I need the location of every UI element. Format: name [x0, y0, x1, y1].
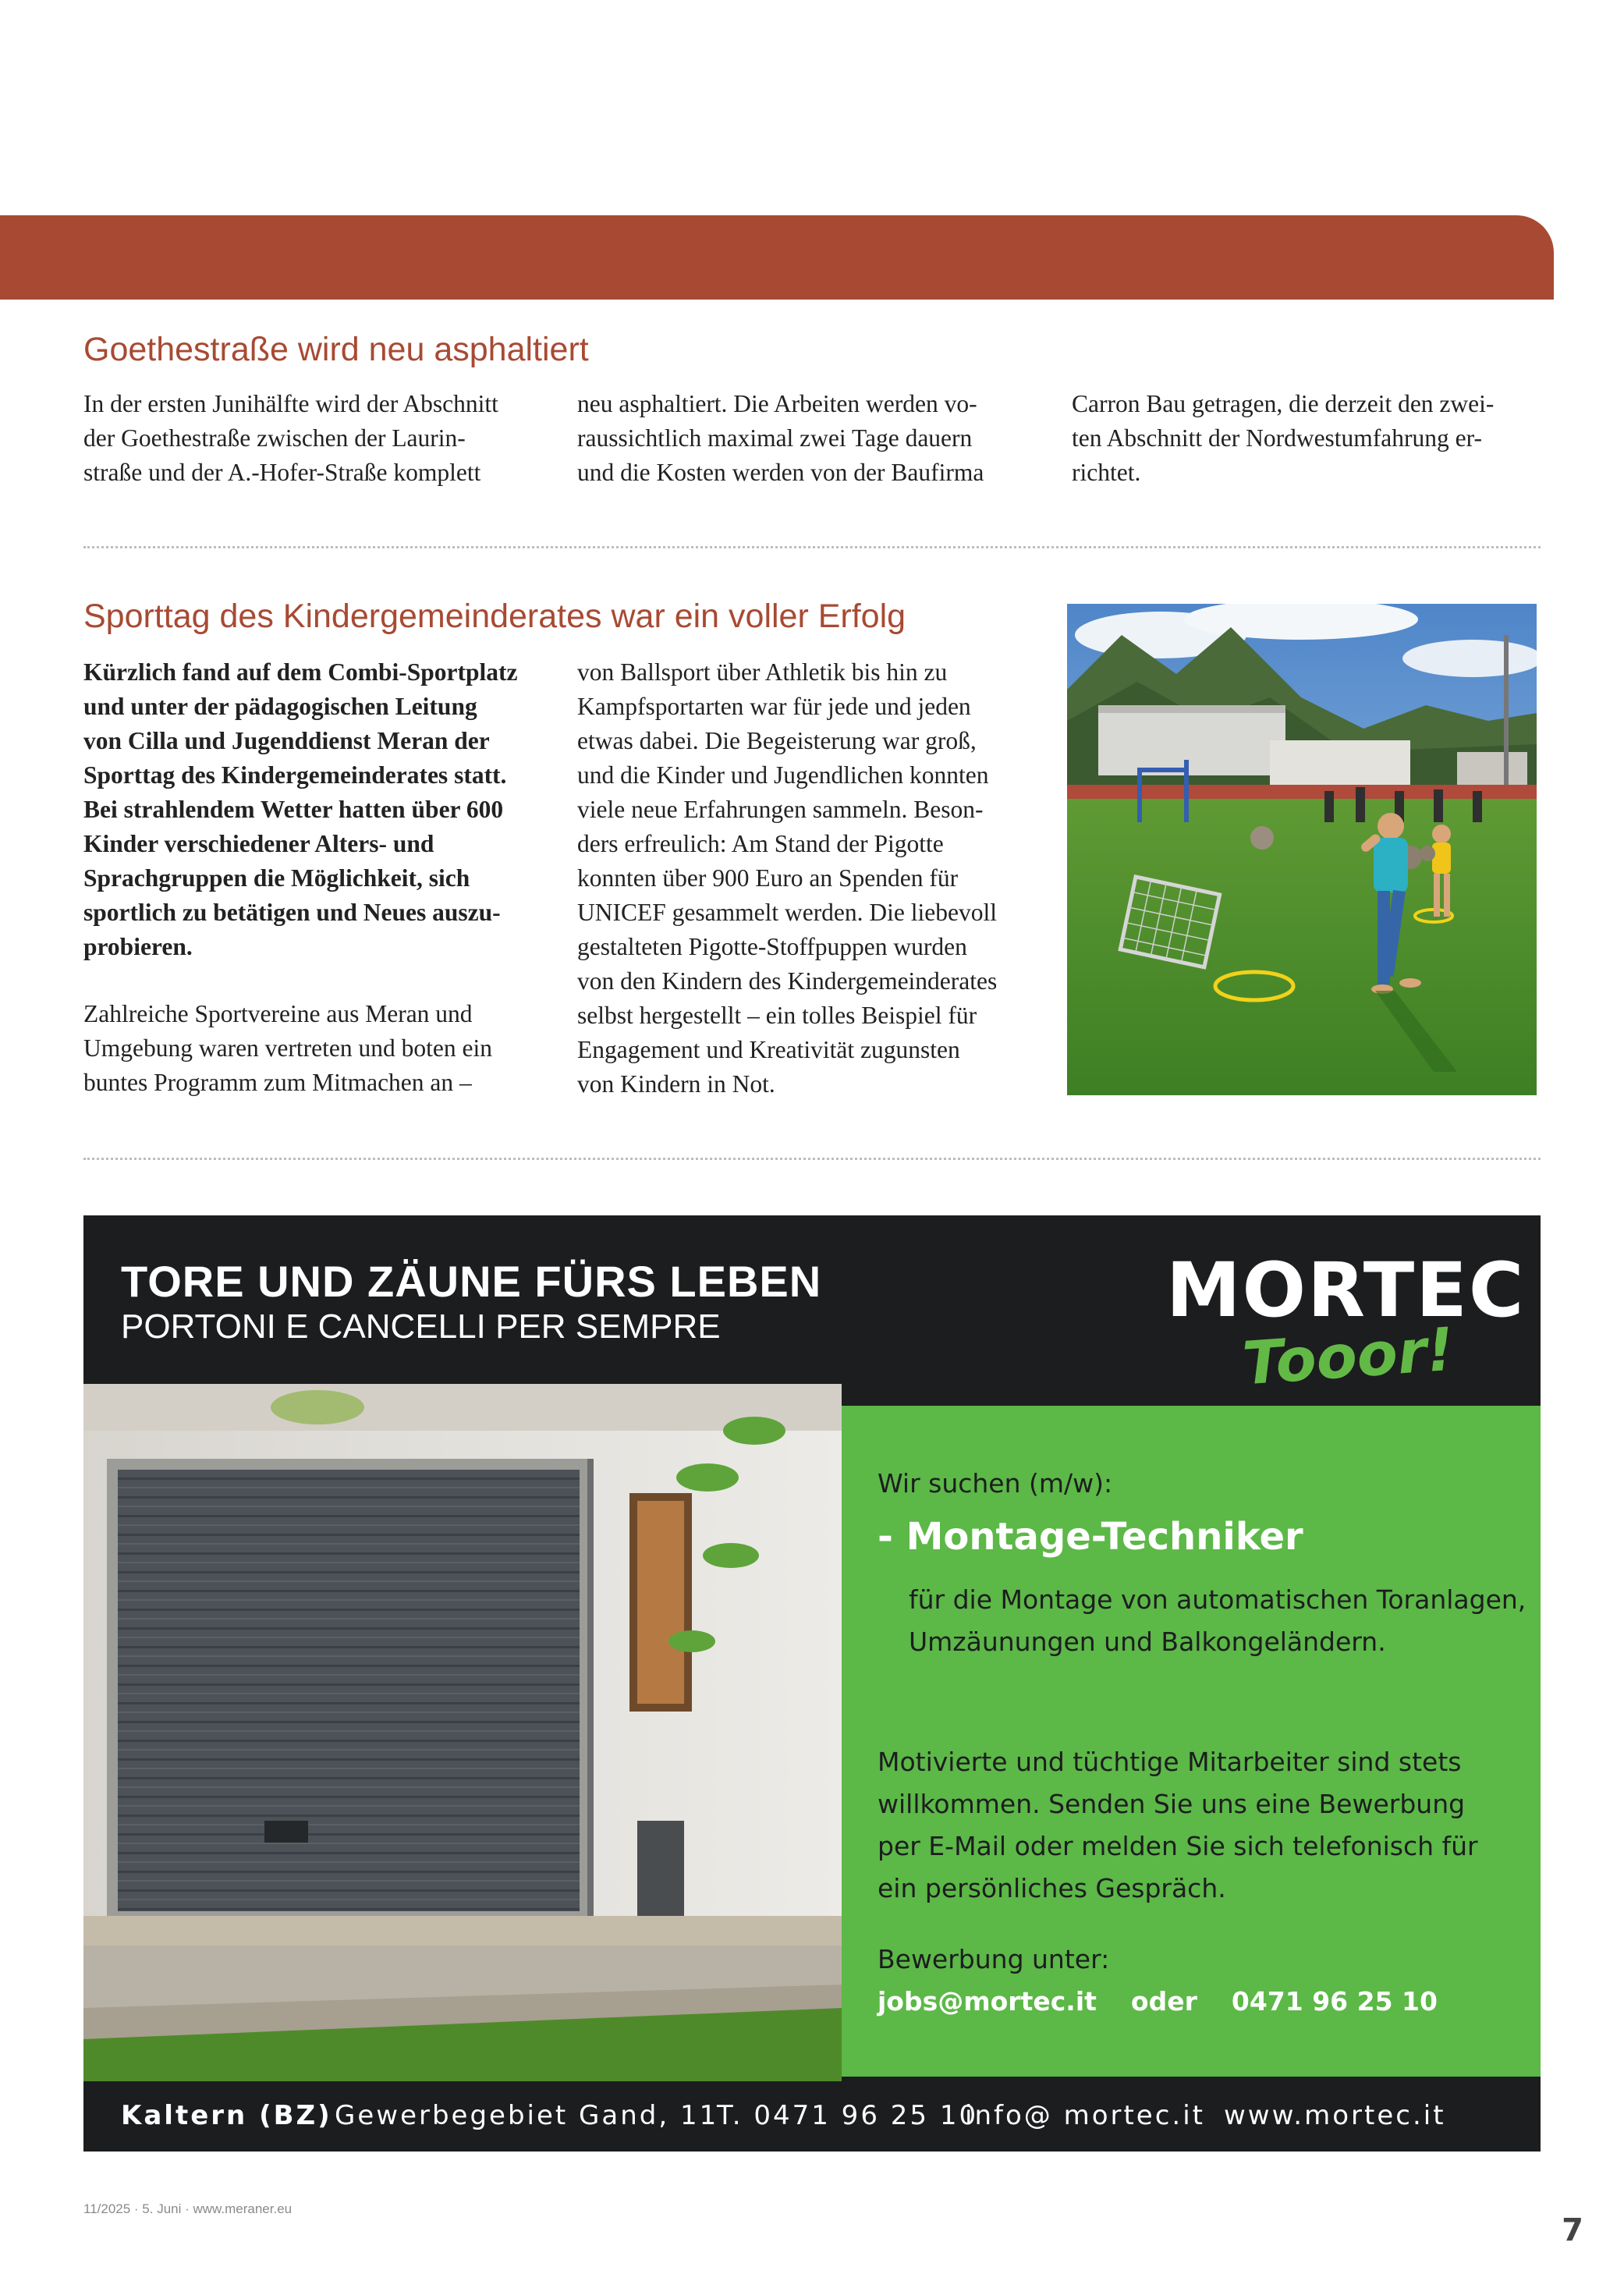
article1-column-1: In der ersten Junihälfte wird der Abschnitt der Goethestraße zwischen der Laurin- straße und der A.-Hofer-Straße komplett [83, 390, 498, 486]
ad-footer-location: Kaltern (BZ) [121, 2100, 332, 2131]
ad-footer-address: Gewerbegebiet Gand, 11 [335, 2100, 719, 2131]
ad-headline: TORE UND ZÄUNE FÜRS LEBEN [121, 1257, 822, 1306]
section-divider [83, 546, 1541, 548]
article2-column-1-body: Zahlreiche Sportvereine aus Meran und Umgebung waren vertreten und boten ein buntes Programm zum Mitmachen an – [83, 1000, 492, 1096]
ad-contact-bar [83, 2083, 1541, 2152]
job-role-description: für die Montage von automatischen Toranlagen, Umzäunungen und Balkongeländern. [909, 1584, 1526, 1657]
apply-email-link[interactable]: jobs@mortec.it [878, 1986, 1097, 2017]
section-divider [83, 1158, 1541, 1160]
job-paragraph: Motivierte und tüchtige Mitarbeiter sind stets willkommen. Senden Sie uns eine Bewerbung per E-Mail oder melden Sie sich telefonisch für ein persönliches Gespräch. [878, 1747, 1478, 1903]
header-band [0, 215, 1554, 300]
ad-footer-phone[interactable]: T. 0471 96 25 10 [717, 2100, 979, 2131]
sports-day-photo [1067, 604, 1537, 1095]
article-title-goethestrasse: Goethestraße wird neu asphaltiert [83, 331, 589, 368]
article1-column-3: Carron Bau getragen, die derzeit den zwei- ten Abschnitt der Nordwestumfahrung er- richtet. [1072, 390, 1495, 486]
ad-subline: PORTONI E CANCELLI PER SEMPRE [121, 1307, 721, 1346]
article-title-sporttag: Sporttag des Kindergemeinderates war ein voller Erfolg [83, 598, 906, 635]
job-offer-panel [842, 1406, 1541, 2077]
article1-column-2: neu asphaltiert. Die Arbeiten werden vo- raussichtlich maximal zwei Tage dauern und die Kosten werden von der Baufirma [577, 390, 984, 486]
article2-column-2: von Ballsport über Athletik bis hin zu Kampfsportarten war für jede und jeden etwas dabei. Die Begeisterung war groß, und die Kinder und Jugendlichen konnten viele neue Erfahrungen sammeln. Beson- ders erfreulich: Am Stand der Pigotte konnten über 900 Euro an Spenden für UNICEF gesammelt werden. Die liebevoll gestalteten Pigotte-Stoffpuppen wurden von den Kindern des Kindergemeinderates selbst hergestellt – ein tolles Beispiel für Engagement und Kreativität zugunsten von Kindern in Not. [577, 658, 998, 1098]
ad-footer-email[interactable]: info@ mortec.it [965, 2100, 1206, 2131]
article2-lead: Kürzlich fand auf dem Combi-Sportplatz und unter der pädagogischen Leitung von Cilla und Jugenddienst Meran der Sporttag des Kindergemeinderates statt. Bei strahlendem Wetter hatten über 600 Kinder verschiedener Alters- und Sprachgruppen die Möglichkeit, sich sportlich zu betätigen und Neues auszu- probieren. [83, 658, 518, 960]
mortec-advertisement [83, 1215, 1541, 2152]
apply-phone-link[interactable]: 0471 96 25 10 [1231, 1986, 1438, 2017]
apply-label: Bewerbung unter: [878, 1944, 1110, 1974]
apply-contact [878, 1986, 1472, 2017]
issue-info: 11/2025 · 5. Juni · www.meraner.eu [83, 2201, 293, 2216]
job-role: - Montage-Techniker [878, 1515, 1303, 1559]
apply-or-text: oder [1130, 1986, 1197, 2017]
job-search-label: Wir suchen (m/w): [878, 1468, 1113, 1499]
mortec-logo-tagline: Tooor! [1240, 1314, 1456, 1399]
page-number: 7 [1562, 2212, 1583, 2248]
ad-footer-website[interactable]: www.mortec.it [1224, 2100, 1446, 2131]
mortec-logo: MORTEC [1166, 1247, 1526, 1334]
